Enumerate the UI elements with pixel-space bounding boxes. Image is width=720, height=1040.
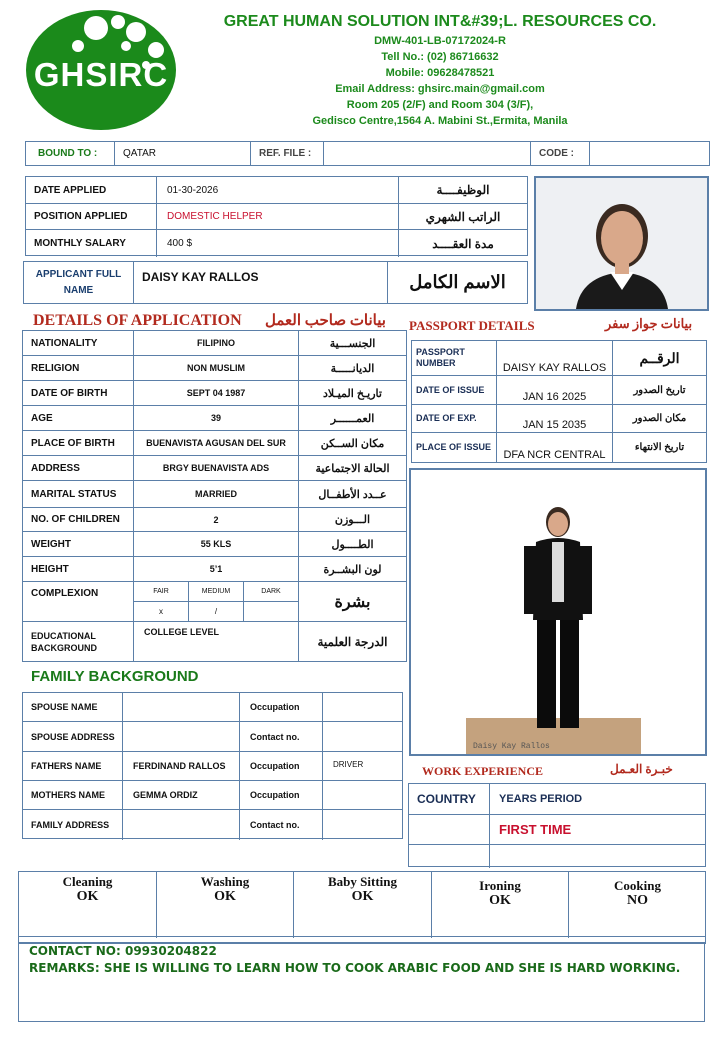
details-label: MARITAL STATUS (23, 481, 134, 507)
family-label-2: Occupation (240, 693, 323, 721)
skill-name: Baby Sitting (328, 874, 397, 889)
company-tel: Tell No.: (02) 86716632 (381, 51, 499, 63)
skill-status: OK (489, 893, 511, 908)
passport-ar-label: مكان الصدور (632, 413, 687, 424)
details-value: 2 (134, 508, 299, 531)
contact-number: CONTACT NO: 09930204822 (29, 944, 217, 958)
details-ar-label: الـــوزن (334, 514, 371, 526)
passport-value: JAN 16 2025 (497, 376, 613, 404)
details-label: RELIGION (23, 356, 134, 380)
passport-row (412, 405, 706, 433)
details-row (23, 508, 406, 532)
code-value (590, 142, 709, 165)
details-row (23, 481, 406, 508)
full-body-photo (409, 468, 707, 756)
details-row (23, 532, 406, 557)
details-label: NO. OF CHILDREN (23, 508, 134, 531)
family-label: FAMILY ADDRESS (23, 810, 123, 840)
details-ar-label: العمــــــر (330, 412, 375, 425)
family-label-2: Occupation (240, 781, 323, 809)
work-ar-title: خبـرة العـمل (610, 762, 673, 776)
work-title: WORK EXPERIENCE (422, 764, 544, 778)
family-value: FERDINAND RALLOS (123, 752, 240, 780)
family-row (23, 781, 402, 810)
complexion-head: FAIR (134, 582, 189, 601)
passport-label: DATE OF ISSUE (412, 376, 497, 404)
applicant-label: APPLICANT FULL NAME (24, 262, 134, 303)
details-title: DETAILS OF APPLICATION (33, 312, 242, 329)
details-ar-label: الطــــول (331, 538, 374, 551)
education-value: COLLEGE LEVEL (134, 622, 299, 661)
family-row (23, 810, 402, 840)
applicant-name: DAISY KAY RALLOS (134, 262, 388, 303)
passport-label: PASSPORT NUMBER (412, 341, 497, 375)
family-value-2 (323, 810, 402, 840)
standing-figure-icon (411, 470, 705, 754)
details-row (23, 331, 406, 356)
work-col-years: YEARS PERIOD (499, 793, 583, 805)
work-entry: FIRST TIME (499, 822, 572, 837)
ar-complexion: بشرة (334, 593, 371, 611)
family-value-2: DRIVER (333, 760, 364, 769)
family-table (22, 692, 403, 839)
details-label: AGE (23, 406, 134, 430)
details-value: NON MUSLIM (134, 356, 299, 380)
salary-label: MONTHLY SALARY (26, 230, 157, 257)
photo-caption: Daisy Kay Rallos (473, 742, 550, 751)
ar-full-name: الاسم الكامل (409, 272, 506, 292)
family-title: FAMILY BACKGROUND (31, 668, 199, 685)
skill-cell (294, 872, 432, 938)
family-value-2 (323, 781, 402, 809)
skill-name: Washing (200, 874, 250, 889)
passport-ar-label: تاريخ الانتهاء (634, 442, 685, 453)
details-label: HEIGHT (23, 557, 134, 581)
family-value (123, 722, 240, 751)
complexion-head: DARK (261, 588, 281, 595)
passport-value: JAN 15 2035 (497, 405, 613, 432)
job-table (25, 176, 528, 256)
license-number: DMW-401-LB-07172024-R (374, 35, 506, 47)
salary-value: 400 $ (157, 230, 399, 257)
details-value: BUENAVISTA AGUSAN DEL SUR (134, 431, 299, 455)
education-row (23, 622, 406, 661)
portrait-icon (536, 178, 707, 309)
family-value (123, 810, 240, 840)
family-label-2: Contact no. (240, 810, 323, 840)
family-row (23, 693, 402, 722)
details-label: PLACE OF BIRTH (23, 431, 134, 455)
details-value: SEPT 04 1987 (134, 381, 299, 405)
skill-status: OK (214, 889, 236, 904)
complexion-mark: x (134, 602, 189, 621)
remarks-text: REMARKS: SHE IS WILLING TO LEARN HOW TO COOK ARABIC FOOD AND SHE IS HARD WORKING. (29, 961, 681, 975)
family-label: FATHERS NAME (23, 752, 123, 780)
details-row (23, 431, 406, 456)
complexion-mark: / (189, 602, 244, 621)
passport-label: DATE OF EXP. (412, 405, 497, 432)
education-label: EDUCATIONAL BACKGROUND (23, 622, 134, 661)
details-value: 55 KLS (134, 532, 299, 556)
date-applied-label: DATE APPLIED (26, 177, 157, 203)
family-value: GEMMA ORDIZ (123, 781, 240, 809)
family-label: SPOUSE NAME (23, 693, 123, 721)
details-value: 39 (134, 406, 299, 430)
skills-divider (19, 936, 705, 937)
details-value: BRGY BUENAVISTA ADS (134, 456, 299, 480)
details-ar-label: تاريـخ الميـلاد (323, 387, 382, 400)
details-ar-label: الديانـــــة (330, 362, 375, 375)
complexion-grid (134, 582, 299, 621)
position-value: DOMESTIC HELPER (157, 204, 399, 229)
code-label: CODE : (531, 142, 590, 165)
details-ar-label: عــدد الأطفــال (318, 488, 387, 501)
company-mobile: Mobile: 09628478521 (385, 67, 495, 79)
details-ar-label: لون البشــرة (323, 563, 382, 576)
bound-value: QATAR (115, 142, 251, 165)
logo-text: GHSIRC (33, 56, 169, 93)
family-label: SPOUSE ADDRESS (23, 722, 123, 751)
company-logo (26, 10, 176, 130)
ref-file-value (324, 142, 531, 165)
passport-ar-label: تاريخ الصدور (633, 384, 686, 396)
details-ar-title: بيانات صاحب العمل (265, 313, 386, 329)
complexion-head: MEDIUM (189, 582, 244, 601)
details-ar-label: الجنســـية (329, 337, 376, 350)
details-value: MARRIED (134, 481, 299, 507)
passport-label: PLACE OF ISSUE (412, 433, 497, 462)
skill-status: NO (627, 893, 648, 908)
passport-value: DAISY KAY RALLOS (497, 341, 613, 375)
skill-cell (569, 872, 706, 938)
applicant-name-box (23, 261, 528, 304)
skill-status: OK (76, 889, 99, 904)
family-value-2 (323, 693, 402, 721)
details-ar-label: مكان الســكن (320, 437, 385, 450)
skill-cell (432, 872, 569, 938)
family-row (23, 752, 402, 781)
ref-file-label: REF. FILE : (251, 142, 324, 165)
skill-name: Ironing (479, 878, 521, 893)
passport-row (412, 341, 706, 376)
family-label-2: Contact no. (240, 722, 323, 751)
details-label: WEIGHT (23, 532, 134, 556)
bound-label: BOUND TO : (26, 142, 115, 165)
passport-ar-label: الرقــم (639, 349, 680, 366)
details-table (22, 330, 407, 662)
details-value: 5’1 (134, 557, 299, 581)
details-row (23, 356, 406, 381)
family-label-2: Occupation (240, 752, 323, 780)
company-address-1: Room 205 (2/F) and Room 304 (3/F), (346, 99, 534, 111)
company-address-2: Gedisco Centre,1564 A. Mabini St.,Ermita, Manila (312, 115, 568, 127)
passport-ar-title: بيانات جواز سفر (605, 316, 693, 331)
ar-salary: الراتب الشهري (425, 209, 501, 224)
complexion-row (23, 582, 406, 622)
remarks-box (18, 942, 705, 1022)
details-ar-label: الحالة الاجتماعية (315, 462, 390, 475)
passport-value: DFA NCR CENTRAL (497, 433, 613, 462)
work-table (408, 783, 706, 867)
details-row (23, 406, 406, 431)
details-label: DATE OF BIRTH (23, 381, 134, 405)
passport-row (412, 433, 706, 462)
company-name: GREAT HUMAN SOLUTION INT&#39;L. RESOURCES CO. (223, 13, 657, 30)
details-row (23, 557, 406, 582)
skill-name: Cleaning (62, 874, 113, 889)
complexion-mark (244, 602, 298, 621)
complexion-label: COMPLEXION (23, 582, 134, 621)
skill-name: Cooking (614, 878, 661, 893)
position-label: POSITION APPLIED (26, 204, 157, 229)
family-label: MOTHERS NAME (23, 781, 123, 809)
skill-cell (157, 872, 294, 938)
company-email: Email Address: ghsirc.main@gmail.com (335, 83, 545, 95)
applicant-photo (534, 176, 709, 311)
family-value-2 (323, 722, 402, 751)
skill-status: OK (351, 889, 374, 904)
ar-contract: مدة العقــــد (432, 236, 494, 251)
passport-title: PASSPORT DETAILS (409, 318, 535, 333)
passport-table (411, 340, 707, 463)
details-value: FILIPINO (134, 331, 299, 355)
passport-row (412, 376, 706, 405)
work-col-country: COUNTRY (409, 784, 490, 814)
date-applied-value: 01-30-2026 (157, 177, 399, 203)
details-row (23, 381, 406, 406)
details-row (23, 456, 406, 481)
bound-row (25, 141, 710, 166)
details-label: NATIONALITY (23, 331, 134, 355)
skill-cell (19, 872, 157, 938)
ar-education: الدرجة العلمية (317, 634, 388, 649)
family-row (23, 722, 402, 752)
details-label: ADDRESS (23, 456, 134, 480)
family-value (123, 693, 240, 721)
ar-position: الوظيفــــة (436, 183, 490, 197)
